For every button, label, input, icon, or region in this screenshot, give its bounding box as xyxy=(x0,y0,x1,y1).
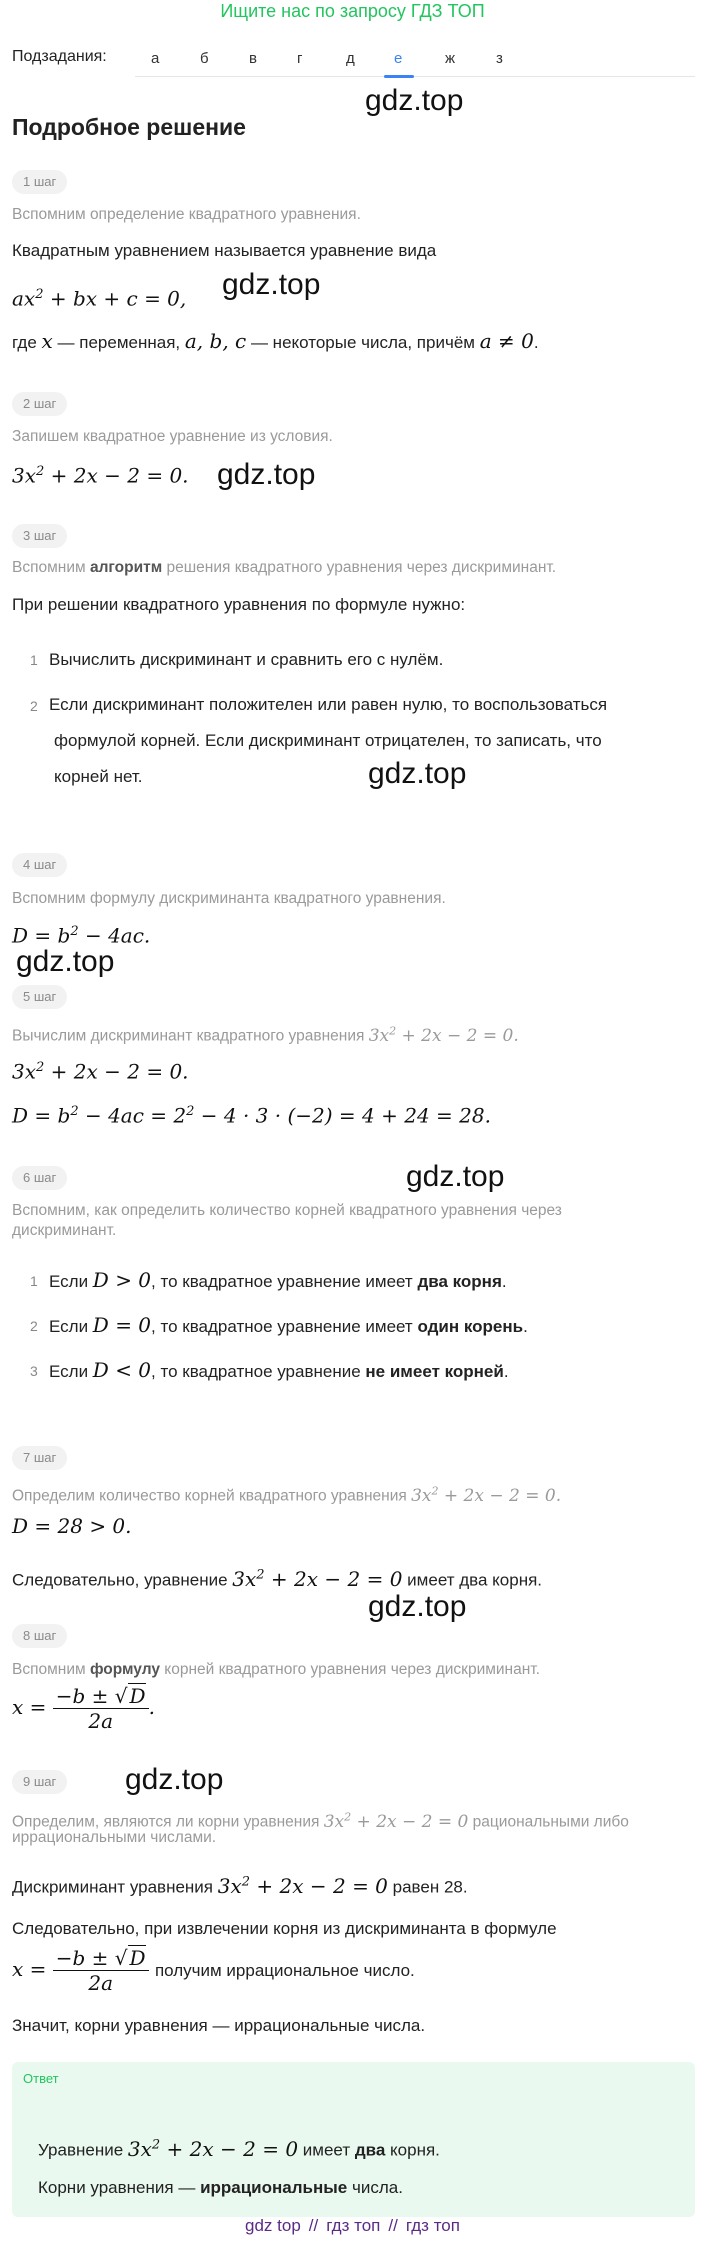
answer-badge: Ответ xyxy=(12,2067,70,2091)
watermark: gdz.top xyxy=(368,1590,467,1623)
watermark: gdz.top xyxy=(406,1160,505,1193)
watermark: gdz.top xyxy=(217,458,316,491)
step-intro: Вспомним, как определить количество корней квадратного уравнения через xyxy=(12,1202,562,1219)
subtask-tab-zh[interactable]: ж xyxy=(445,50,456,67)
subtask-tab-d[interactable]: д xyxy=(346,50,355,67)
subtask-tab-b[interactable]: б xyxy=(200,50,209,67)
footer-separator: // xyxy=(388,2216,398,2235)
step-badge: 6 шаг xyxy=(12,1166,67,1190)
subtask-tab-e[interactable]: е xyxy=(394,50,403,67)
footer-link[interactable]: гдз топ xyxy=(405,2216,460,2235)
list-number: 1 xyxy=(30,1273,38,1289)
step-intro: Вспомним определение квадратного уравнения. xyxy=(12,206,361,223)
step-text: При решении квадратного уравнения по формуле нужно: xyxy=(12,595,466,614)
step-intro: Вспомним алгоритм решения квадратного уравнения через дискриминант. xyxy=(12,559,557,576)
list-item: Если дискриминант положителен или равен нулю, то воспользоваться xyxy=(49,695,608,714)
step-badge: 5 шаг xyxy=(12,985,67,1009)
list-number: 2 xyxy=(30,1318,38,1334)
step-intro: Вспомним формулу дискриминанта квадратного уравнения. xyxy=(12,890,446,907)
formula: D = 28 > 0. xyxy=(12,1514,132,1538)
subtask-tab-z[interactable]: з xyxy=(496,50,503,67)
step-text: где x — переменная, a, b, c — некоторые числа, причём a ≠ 0. xyxy=(12,329,539,353)
watermark: gdz.top xyxy=(365,84,464,117)
list-number: 1 xyxy=(30,652,38,668)
formula: $3x^2 + 2x - 2 = 0$. xyxy=(12,1059,189,1084)
list-number: 2 xyxy=(30,698,38,714)
list-item: Если D = 0, то квадратное уравнение имеет один корень. xyxy=(49,1313,528,1337)
formula: $3x^2 + 2x - 2 = 0$. xyxy=(12,463,189,488)
step-text: Квадратным уравнением называется уравнение вида xyxy=(12,241,437,260)
answer-line: Корни уравнения — иррациональные числа. xyxy=(38,2178,403,2197)
subtasks-divider xyxy=(135,76,695,77)
subtask-tab-a[interactable]: а xyxy=(151,50,160,67)
step-badge: 8 шаг xyxy=(12,1624,67,1648)
list-item: Вычислить дискриминант и сравнить его с нулём. xyxy=(49,650,444,669)
step-intro: дискриминант. xyxy=(12,1222,117,1239)
list-item: корней нет. xyxy=(54,767,143,786)
step-intro: Запишем квадратное уравнение из условия. xyxy=(12,428,333,445)
step-badge: 2 шаг xyxy=(12,392,67,416)
watermark: gdz.top xyxy=(16,945,115,978)
step-badge: 1 шаг xyxy=(12,170,67,194)
step-badge: 3 шаг xyxy=(12,524,67,548)
step-intro: иррациональными числами. xyxy=(12,1829,217,1846)
formula: $ax^2$ + bx + c = 0, xyxy=(12,286,187,311)
step-intro: Вспомним формулу корней квадратного уравнения через дискриминант. xyxy=(12,1661,540,1678)
step-text: Следовательно, уравнение $3x^2 + 2x - 2 = 0$ имеет два корня. xyxy=(12,1566,543,1591)
list-item: Если D > 0, то квадратное уравнение имеет два корня. xyxy=(49,1268,507,1292)
step-badge: 4 шаг xyxy=(12,853,67,877)
roots-formula: x = $\frac{-b \pm √ D}{2a}$ . xyxy=(12,1684,155,1733)
roots-formula: x = $\frac{-b \pm √ D}{2a}$ получим иррациональное число. xyxy=(12,1946,415,1995)
step-badge: 7 шаг xyxy=(12,1446,67,1470)
step-intro: Определим, являются ли корни уравнения $3x^2 + 2x - 2 = 0$ рациональными либо xyxy=(12,1810,629,1832)
footer-link[interactable]: гдз топ xyxy=(326,2216,381,2235)
step-text: Следовательно, при извлечении корня из дискриминанта в формуле xyxy=(12,1919,557,1938)
formula: $D = b^2 - 4ac$. xyxy=(12,923,151,948)
list-number: 3 xyxy=(30,1363,38,1379)
answer-line: Уравнение $3x^2 + 2x - 2 = 0$ имеет два корня. xyxy=(38,2136,440,2161)
list-item: Если D < 0, то квадратное уравнение не имеет корней. xyxy=(49,1358,509,1382)
active-tab-indicator xyxy=(384,75,414,78)
step-intro: Определим количество корней квадратного уравнения $3x^2 + 2x - 2 = 0$. xyxy=(12,1484,562,1506)
step-text: Дискриминант уравнения $3x^2 + 2x - 2 = 0$ равен 28. xyxy=(12,1873,468,1898)
footer-link[interactable]: gdz top xyxy=(245,2216,301,2235)
list-item: формулой корней. Если дискриминант отрицателен, то записать, что xyxy=(54,731,602,750)
subtask-tab-g[interactable]: г xyxy=(297,50,303,67)
footer-separator: // xyxy=(308,2216,319,2235)
page-title: Подробное решение xyxy=(12,114,246,140)
watermark: gdz.top xyxy=(222,268,321,301)
step-text: Значит, корни уравнения — иррациональные числа. xyxy=(12,2016,426,2035)
step-intro: Вычислим дискриминант квадратного уравнения $3x^2 + 2x - 2 = 0$. xyxy=(12,1024,519,1046)
watermark: gdz.top xyxy=(368,757,467,790)
step-badge: 9 шаг xyxy=(12,1770,67,1794)
formula: $D = b^2 - 4ac = 2^2 - 4 \cdot 3 \cdot (-2) = 4 + 24 = 28$. xyxy=(12,1103,491,1128)
footer-links xyxy=(0,2216,705,2236)
subtask-tab-v[interactable]: в xyxy=(249,50,257,67)
search-banner[interactable]: Ищите нас по запросу ГДЗ ТОП xyxy=(220,1,485,21)
watermark: gdz.top xyxy=(125,1763,224,1796)
subtasks-label: Подзадания: xyxy=(12,48,107,65)
